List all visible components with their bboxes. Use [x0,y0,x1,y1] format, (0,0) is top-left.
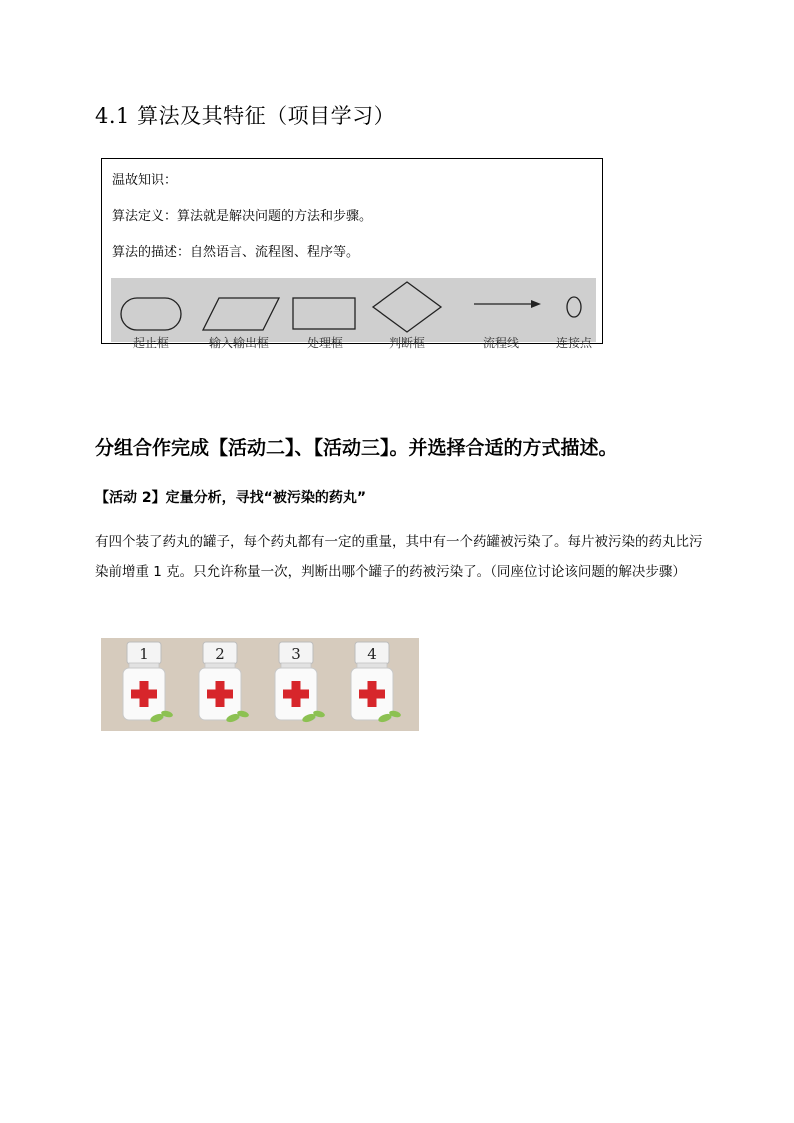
algorithm-description: 算法的描述：自然语言、流程图、程序等。 [112,245,360,260]
process-symbol [293,298,355,329]
symbol-label-io: 输入输出框 [209,336,270,350]
decision-symbol [373,282,441,332]
symbol-label-terminal: 起止框 [133,336,170,350]
medicine-bottle-icon [123,642,174,724]
flowchart-symbols-image [111,278,596,350]
jar-number-label: 3 [291,645,301,663]
algorithm-definition: 算法定义：算法就是解决问题的方法和步骤。 [112,209,373,224]
medicine-bottle-icon [199,642,250,724]
section-heading: 分组合作完成【活动二】、【活动三】。并选择合适的方式描述。 [95,437,618,459]
symbol-label-process: 处理框 [307,336,344,350]
review-heading: 温故知识： [112,173,178,188]
review-box [101,158,603,350]
medicine-bottle-icon [275,642,326,724]
io-symbol [203,298,279,330]
symbol-label-connector: 连接点 [556,336,593,350]
medicine-bottle-icon [351,642,402,724]
flowline-arrowhead [531,300,541,308]
medicine-jars-image [101,638,419,731]
activity-body: 有四个装了药丸的罐子，每个药丸都有一定的重量，其中有一个药罐被污染了。每片被污染的药丸比污染前增重 1 克。只允许称量一次，判断出哪个罐子的药被污染了。（同座位讨论该问题的解决步骤） [95,534,703,580]
connector-symbol [567,297,581,317]
symbol-label-flowline: 流程线 [483,336,520,350]
activity-heading: 【活动 2】定量分析，寻找“被污染的药丸” [95,490,367,506]
jar-number-label: 2 [215,645,225,663]
page-title: 4.1 算法及其特征（项目学习） [95,104,396,128]
symbol-label-decision: 判断框 [389,336,426,350]
jar-number-label: 4 [367,645,377,663]
jar-number-label: 1 [139,645,149,663]
terminal-symbol [121,298,181,330]
